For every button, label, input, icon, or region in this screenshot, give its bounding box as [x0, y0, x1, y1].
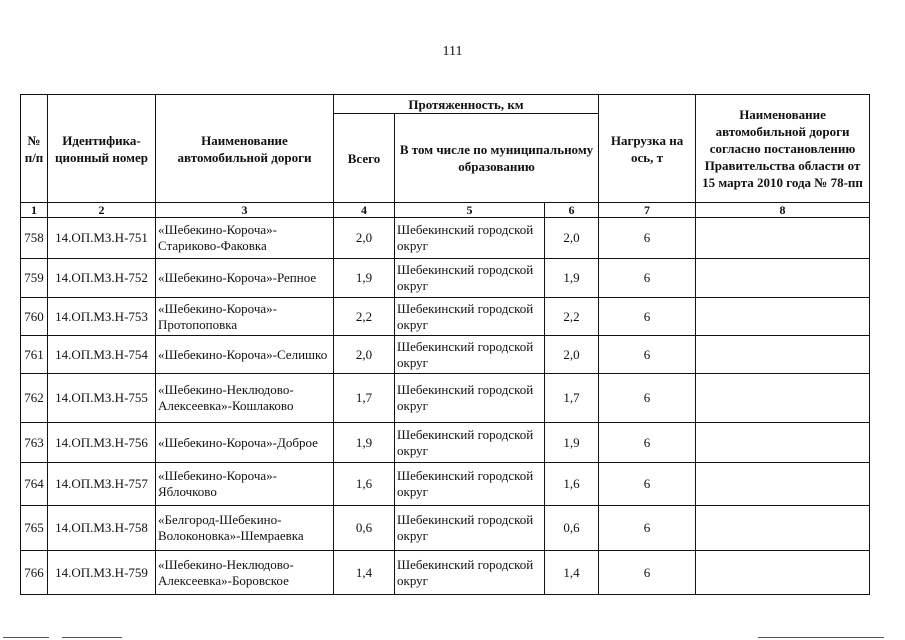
length-total: 2,2 [334, 298, 395, 336]
municipality: Шебекинский городской округ [395, 423, 545, 463]
road-id: 14.ОП.МЗ.Н-757 [48, 463, 156, 506]
municipality-length: 0,6 [545, 506, 599, 551]
road-name: «Белгород-Шебекино-Волоконовка»-Шемраевка [156, 506, 334, 551]
road-id: 14.ОП.МЗ.Н-753 [48, 298, 156, 336]
road-name: «Шебекино-Неклюдово-Алексеевка»-Кошлаково [156, 374, 334, 423]
road-name: «Шебекино-Короча»-Стариково-Факовка [156, 218, 334, 259]
axle-load: 6 [599, 259, 696, 298]
footer-rule-left [3, 637, 49, 638]
decree-name [696, 463, 870, 506]
axle-load: 6 [599, 551, 696, 595]
decree-name [696, 336, 870, 374]
length-total: 2,0 [334, 336, 395, 374]
table-row [21, 551, 870, 595]
municipality: Шебекинский городской округ [395, 506, 545, 551]
table-row [21, 506, 870, 551]
road-id: 14.ОП.МЗ.Н-752 [48, 259, 156, 298]
table-row [21, 423, 870, 463]
road-id: 14.ОП.МЗ.Н-756 [48, 423, 156, 463]
decree-name [696, 551, 870, 595]
col-num-8: 8 [696, 203, 870, 218]
axle-load: 6 [599, 374, 696, 423]
footer-rule-right [758, 637, 884, 638]
decree-name [696, 259, 870, 298]
table-body [21, 218, 870, 595]
road-name: «Шебекино-Короча»-Доброе [156, 423, 334, 463]
column-numbers-row [21, 203, 870, 218]
col-num-6: 6 [545, 203, 599, 218]
road-id: 14.ОП.МЗ.Н-754 [48, 336, 156, 374]
length-total: 1,9 [334, 423, 395, 463]
table-row [21, 259, 870, 298]
road-id: 14.ОП.МЗ.Н-759 [48, 551, 156, 595]
municipality-length: 2,0 [545, 336, 599, 374]
decree-name [696, 218, 870, 259]
axle-load: 6 [599, 298, 696, 336]
header-name: Наименование автомобильной дороги [156, 95, 334, 203]
col-num-7: 7 [599, 203, 696, 218]
row-number: 764 [21, 463, 48, 506]
table-row [21, 374, 870, 423]
header-muni: В том числе по муниципальному образованию [395, 114, 599, 203]
row-number: 758 [21, 218, 48, 259]
road-id: 14.ОП.МЗ.Н-755 [48, 374, 156, 423]
axle-load: 6 [599, 423, 696, 463]
length-total: 1,9 [334, 259, 395, 298]
col-num-1: 1 [21, 203, 48, 218]
header-total: Всего [334, 114, 395, 203]
decree-name [696, 423, 870, 463]
length-total: 1,7 [334, 374, 395, 423]
road-name: «Шебекино-Короча»-Яблочково [156, 463, 334, 506]
decree-name [696, 298, 870, 336]
municipality: Шебекинский городской округ [395, 463, 545, 506]
municipality: Шебекинский городской округ [395, 374, 545, 423]
length-total: 1,4 [334, 551, 395, 595]
decree-name [696, 506, 870, 551]
axle-load: 6 [599, 336, 696, 374]
header-load: Нагрузка на ось, т [599, 95, 696, 203]
table-row [21, 463, 870, 506]
municipality: Шебекинский городской округ [395, 298, 545, 336]
road-name: «Шебекино-Короча»-Селишко [156, 336, 334, 374]
axle-load: 6 [599, 218, 696, 259]
table-row [21, 298, 870, 336]
table-row [21, 336, 870, 374]
axle-load: 6 [599, 463, 696, 506]
table-row [21, 218, 870, 259]
row-number: 762 [21, 374, 48, 423]
road-name: «Шебекино-Неклюдово-Алексеевка»-Боровское [156, 551, 334, 595]
road-name: «Шебекино-Короча»-Репное [156, 259, 334, 298]
road-id: 14.ОП.МЗ.Н-751 [48, 218, 156, 259]
municipality-length: 1,6 [545, 463, 599, 506]
municipality-length: 2,2 [545, 298, 599, 336]
row-number: 759 [21, 259, 48, 298]
road-id: 14.ОП.МЗ.Н-758 [48, 506, 156, 551]
length-total: 2,0 [334, 218, 395, 259]
row-number: 760 [21, 298, 48, 336]
municipality: Шебекинский городской округ [395, 551, 545, 595]
row-number: 766 [21, 551, 48, 595]
footer-rule-mid [62, 637, 122, 638]
col-num-3: 3 [156, 203, 334, 218]
decree-name [696, 374, 870, 423]
roads-table [20, 94, 870, 595]
header-decree: Наименование автомобильной дороги согласно постановлению Правительства области от 15 марта 2010 года № 78-пп [696, 95, 870, 203]
row-number: 761 [21, 336, 48, 374]
municipality: Шебекинский городской округ [395, 218, 545, 259]
municipality-length: 2,0 [545, 218, 599, 259]
axle-load: 6 [599, 506, 696, 551]
row-number: 765 [21, 506, 48, 551]
header-id: Идентифика-ционный номер [48, 95, 156, 203]
page-number: 111 [442, 44, 463, 59]
municipality: Шебекинский городской округ [395, 259, 545, 298]
col-num-4: 4 [334, 203, 395, 218]
col-num-5: 5 [395, 203, 545, 218]
municipality-length: 1,9 [545, 423, 599, 463]
road-name: «Шебекино-Короча»-Протопоповка [156, 298, 334, 336]
length-total: 1,6 [334, 463, 395, 506]
municipality-length: 1,4 [545, 551, 599, 595]
row-number: 763 [21, 423, 48, 463]
length-total: 0,6 [334, 506, 395, 551]
header-no: № п/п [21, 95, 48, 203]
municipality: Шебекинский городской округ [395, 336, 545, 374]
col-num-2: 2 [48, 203, 156, 218]
header-length-group: Протяженность, км [334, 95, 599, 114]
municipality-length: 1,7 [545, 374, 599, 423]
municipality-length: 1,9 [545, 259, 599, 298]
